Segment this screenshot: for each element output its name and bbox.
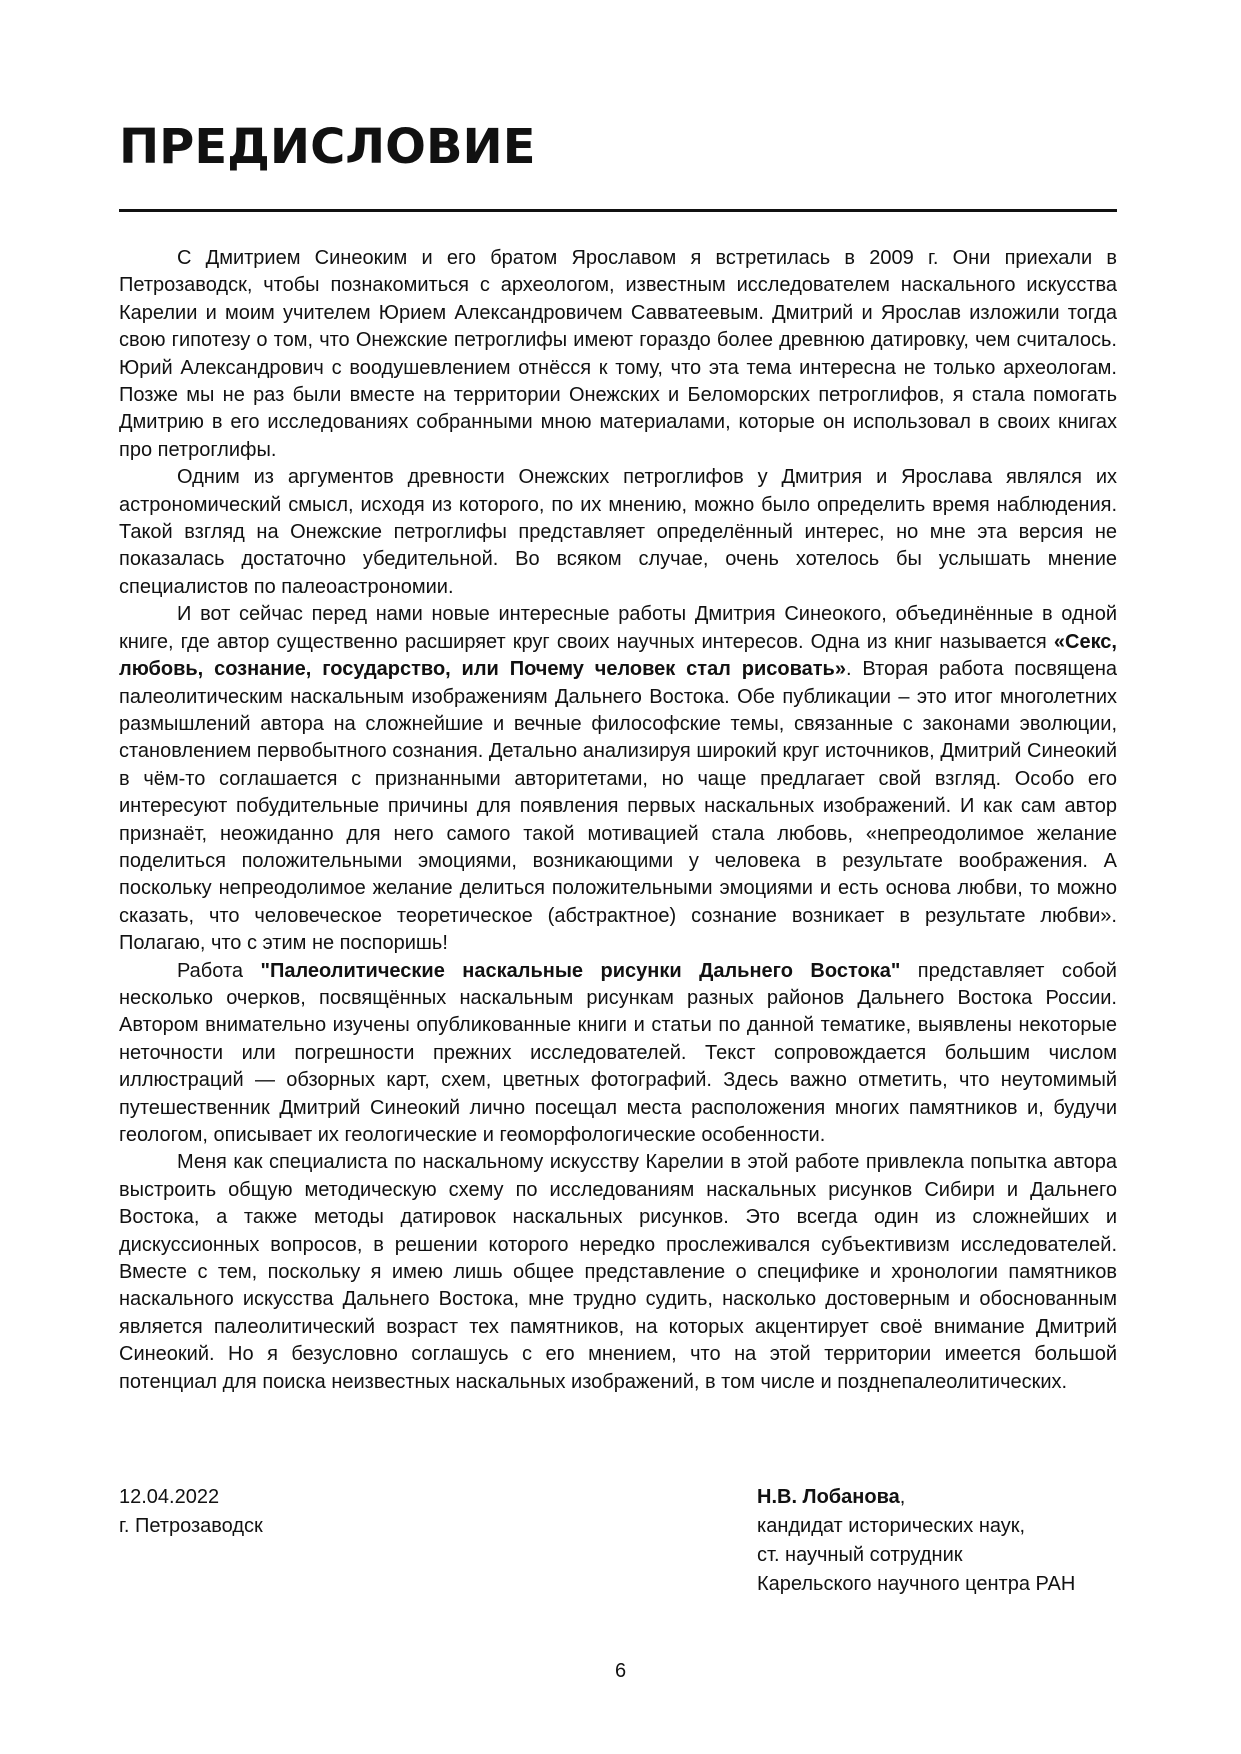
paragraph-4-before: Работа	[177, 959, 261, 982]
preface-body	[119, 245, 1117, 1396]
title-underline	[119, 209, 1117, 212]
paragraph-4-after: представляет собой несколько очерков, посвящённых наскальным рисункам разных районов Дальнего Востока России. Автором внимательно изучены опубликованные книги и статьи по данной тематике, выявлены некоторые неточности или погрешности прежних исследователей. Текст сопровождается большим числом иллюстраций — обзорных карт, схем, цветных фотографий. Здесь важно отметить, что неутомимый путешественник Дмитрий Синеокий лично посещал места расположения многих памятников и, будучи геологом, описывает их геологические и геоморфологические особенности.	[119, 959, 1117, 1146]
page-number: 6	[614, 1660, 627, 1682]
author-name-suffix: ,	[899, 1486, 906, 1508]
author-name: Н.В. Лобанова	[757, 1486, 900, 1508]
paragraph-3	[119, 601, 1117, 957]
author-name-line	[757, 1483, 1075, 1512]
date: 12.04.2022	[119, 1486, 220, 1508]
author-position: ст. научный сотрудник	[757, 1544, 963, 1566]
paragraph-1: С Дмитрием Синеоким и его братом Ярославом я встретилась в 2009 г. Они приехали в Петрозаводск, чтобы познакомиться с археологом, известным исследователем наскального искусства Карелии и моим учителем Юрием Александровичем Савватеевым. Дмитрий и Ярослав изложили тогда свою гипотезу о том, что Онежские петроглифы имеют гораздо более древнюю датировку, чем считалось. Юрий Александрович с воодушевлением отнёсся к тому, что эта тема интересна не только археологам. Позже мы не раз были вместе на территории Онежских и Беломорских петроглифов, я стала помогать Дмитрию в его исследованиях собранными мною материалами, которые он использовал в своих книгах про петроглифы.	[119, 247, 1117, 461]
author-institution: Карельского научного центра РАН	[757, 1573, 1076, 1595]
paragraph-3-before: И вот сейчас перед нами новые интересные работы Дмитрия Синеокого, объединённые в одной книге, где автор существенно расширяет круг своих научных интересов. Одна из книг называется	[119, 603, 1117, 653]
city: г. Петрозаводск	[119, 1515, 263, 1537]
paragraph-3-after: . Вторая работа посвящена палеолитическим наскальным изображениям Дальнего Востока. Обе публикации – это итог многолетних размышлений автора на сложнейшие и вечные философские темы, связанные с законами эволюции, становлением первобытного сознания. Детально анализируя широкий круг источников, Дмитрий Синеокий в чём-то соглашается с признанными авторитетами, но чаще предлагает свой взгляд. Особо его интересуют побудительные причины для появления первых наскальных изображений. И как сам автор признаёт, неожиданно для него самого такой мотивацией стала любовь, «непреодолимое желание поделиться положительными эмоциями, возникающими у человека в результате воображения. А поскольку непреодолимое желание делиться положительными эмоциями и есть основа любви, то можно сказать, что человеческое теоретическое (абстрактное) сознание возникает в результате любви». Полагаю, что с этим не поспоришь!	[119, 658, 1117, 955]
date-location	[119, 1483, 263, 1541]
author-degree: кандидат исторических наук,	[757, 1515, 1026, 1537]
paragraph-4	[119, 958, 1117, 1150]
book-title-1: «Секс, любовь, сознание, государство, или Почему человек стал рисовать»	[119, 630, 1117, 681]
book-title-2: "Палеолитические наскальные рисунки Дальнего Востока"	[260, 959, 901, 982]
author-signature	[757, 1483, 1075, 1599]
paragraph-5: Меня как специалиста по наскальному искусству Карелии в этой работе привлекла попытка автора выстроить общую методическую схему по исследованиям наскальных рисунков Сибири и Дальнего Востока, а также методы датировок наскальных рисунков. Это всегда один из сложнейших и дискуссионных вопросов, в решении которого нередко прослеживался субъективизм исследователей. Вместе с тем, поскольку я имею лишь общее представление о специфике и хронологии памятников наскального искусства Дальнего Востока, мне трудно судить, насколько достоверным и обоснованным является палеолитический возраст тех памятников, на которых акцентирует своё внимание Дмитрий Синеокий. Но я безусловно соглашусь с его мнением, что на этой территории имеется большой потенциал для поиска неизвестных наскальных изображений, в том числе и позднепалеолитических.	[119, 1151, 1117, 1393]
paragraph-2: Одним из аргументов древности Онежских петроглифов у Дмитрия и Ярослава являлся их астрономический смысл, исходя из которого, по их мнению, можно было определить время наблюдения. Такой взгляд на Онежские петроглифы представляет определённый интерес, но мне эта версия не показалась достаточно убедительной. Во всяком случае, очень хотелось бы услышать мнение специалистов по палеоастрономии.	[119, 466, 1117, 598]
page-title: ПРЕДИСЛОВИЕ	[119, 119, 536, 175]
